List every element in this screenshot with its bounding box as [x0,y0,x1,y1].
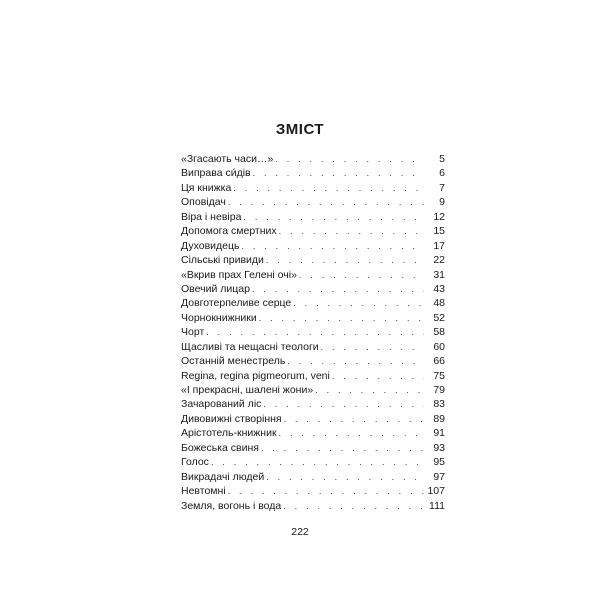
dot-leader [266,470,424,484]
dot-leader [266,253,424,267]
toc-entry-title: Оповідач [181,196,226,209]
toc-entry-page: 7 [439,181,445,194]
toc-entry-page: 111 [429,499,445,512]
dot-leader [206,325,424,339]
toc-entry-page: 52 [433,311,445,324]
toc-entry-title: Зачарований ліс [181,398,262,411]
toc-entry [181,397,445,411]
toc-entry-page: 60 [433,340,445,353]
toc-entry [181,470,445,484]
toc-entry-page: 89 [433,412,445,425]
dot-leader [228,195,424,209]
toc-heading: ЗМІСТ [275,121,325,138]
toc-entry-page: 9 [439,196,445,209]
dot-leader [259,311,424,325]
dot-leader [287,354,424,368]
toc-entry-title: Виправа си́дів [181,167,251,180]
dot-leader [284,412,424,426]
toc-entry [181,311,445,325]
dot-leader [332,369,424,383]
toc-entry-page: 48 [433,297,445,310]
toc-entry-page: 66 [433,355,445,368]
toc-entry [181,441,445,455]
toc-entry-title: Невтомні [181,485,226,498]
toc-entry-title: Голос [181,456,209,469]
toc-entry-page: 58 [433,326,445,339]
toc-entry-title: Довготерпеливе серце [181,297,292,310]
dot-leader [233,181,424,195]
toc-entry-title: Земля, вогонь і вода [181,499,282,512]
dot-leader [243,210,424,224]
toc-entry-title: Чорнокнижники [181,311,257,324]
toc-list [181,152,445,513]
toc-entry-title: Останній менестрель [181,355,286,368]
toc-entry [181,152,445,166]
page-number: 222 [291,526,309,538]
toc-entry [181,166,445,180]
toc-entry-title: Божеська свиня [181,441,259,454]
dot-leader [293,296,424,310]
toc-entry-title: Щасливі та нещасні теологи [181,340,319,353]
dot-leader [283,499,424,513]
dot-leader [315,383,424,397]
toc-entry-page: 43 [433,282,445,295]
toc-entry-title: Викрадачі людей [181,470,265,483]
toc-entry [181,499,445,513]
toc-entry [181,224,445,238]
toc-entry [181,195,445,209]
toc-entry-page: 83 [433,398,445,411]
toc-entry-page: 15 [433,225,445,238]
toc-entry-page: 93 [433,441,445,454]
toc-entry-title: Ця книжка [181,181,232,194]
toc-entry [181,253,445,267]
toc-entry [181,484,445,498]
dot-leader [228,484,424,498]
toc-entry [181,325,445,339]
dot-leader [253,166,424,180]
toc-entry-title: Допомога смертних [181,225,277,238]
toc-entry-title: Арістотель-книжник [181,427,277,440]
toc-entry-page: 107 [427,485,445,498]
toc-entry-title: Сільські привиди [181,254,264,267]
toc-entry-title: Овечий лицар [181,282,250,295]
toc-entry [181,426,445,440]
toc-entry-page: 95 [433,456,445,469]
toc-entry-title: Чорт [181,326,205,339]
dot-leader [252,282,424,296]
toc-entry [181,412,445,426]
toc-entry [181,282,445,296]
toc-entry-title: Regina, regina pigmeorum, veni [181,369,330,382]
toc-entry [181,455,445,469]
toc-entry-title: Дивовижні створіння [181,412,282,425]
toc-entry [181,369,445,383]
toc-entry-page: 12 [433,210,445,223]
dot-leader [279,426,424,440]
toc-entry-page: 97 [433,470,445,483]
toc-entry-page: 75 [433,369,445,382]
dot-leader [241,239,424,253]
toc-entry-title: «І прекрасні, шалені жони» [181,384,314,396]
toc-entry [181,354,445,368]
toc-entry [181,383,445,397]
toc-entry [181,296,445,310]
toc-entry-page: 6 [439,167,445,180]
toc-entry-page: 22 [433,254,445,267]
dot-leader [321,340,424,354]
toc-entry-page: 5 [439,153,445,165]
dot-leader [261,441,424,455]
toc-entry-title: «Згасають часи…» [181,153,274,165]
toc-entry-page: 17 [433,239,445,252]
toc-entry [181,181,445,195]
toc-entry-page: 91 [433,427,445,440]
toc-entry-page: 31 [433,268,445,281]
toc-entry [181,340,445,354]
dot-leader [263,397,424,411]
toc-entry [181,239,445,253]
dot-leader [279,224,424,238]
dot-leader [211,455,424,469]
toc-entry-title: Віра і невіра [181,210,242,223]
toc-entry [181,210,445,224]
dot-leader [275,152,424,166]
toc-entry-title: Духовидець [181,239,240,252]
toc-entry [181,268,445,282]
dot-leader [299,268,424,282]
toc-entry-page: 79 [433,384,445,396]
toc-entry-title: «Вкрив прах Гелені очі» [181,268,297,281]
